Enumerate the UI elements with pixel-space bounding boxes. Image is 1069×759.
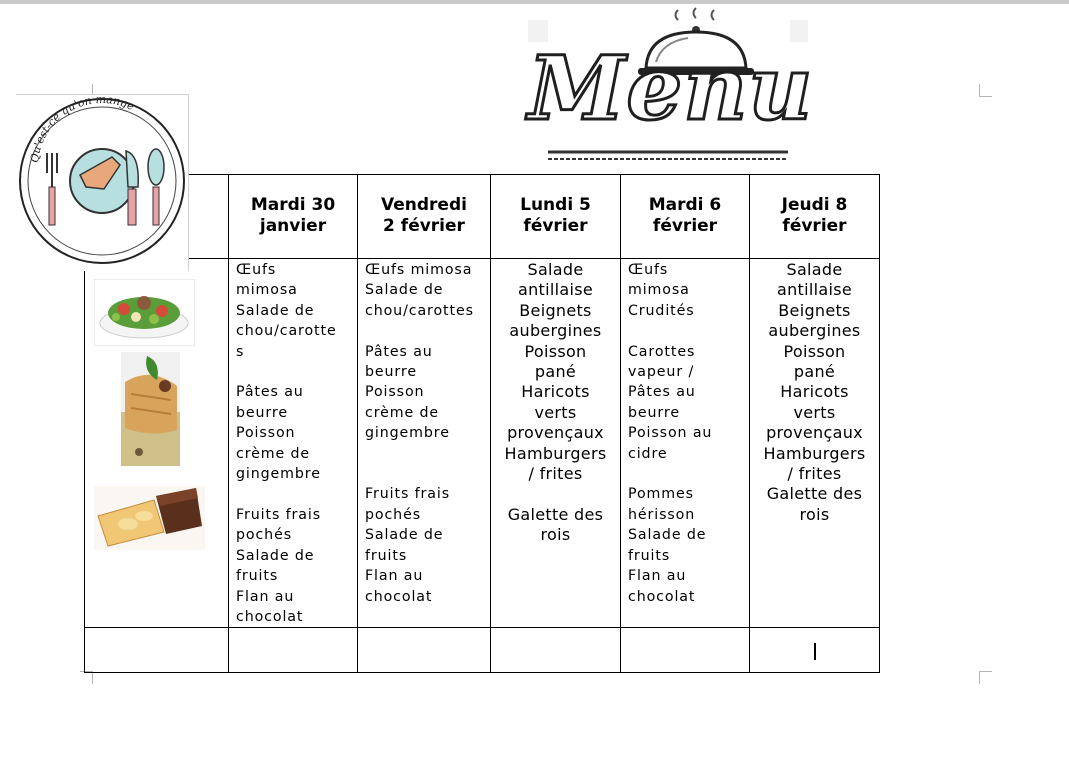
empty-cell[interactable] [621,628,750,673]
dish-line: Salade de [365,527,444,544]
dish-line: crème de [365,404,440,421]
dish-spacer [628,464,749,484]
menu-title: Menu [528,36,814,140]
dish-line: mimosa [628,282,690,299]
dish-line: cidre [628,445,668,462]
dish-line: vapeur / [628,364,695,381]
dish-line: Salade [527,260,584,279]
empty-cell[interactable] [229,628,358,673]
plate-icon [16,95,188,271]
dish-line: rois [799,504,830,524]
day-name: Vendredi [381,195,467,215]
dish-list [491,259,620,546]
dishes-row [85,259,880,628]
dish-line: verts [793,402,836,422]
dish-line: Carottes [628,343,696,360]
dish-line: chou/carottes [365,302,474,319]
dish-line: crème de [236,445,311,462]
dish-list [358,259,490,607]
dish-line: Œufs [236,262,277,278]
dish-line: / frites [528,464,583,484]
day-header-cell[interactable] [750,175,880,259]
dish-spacer [365,321,490,341]
dish-line: Haricots [780,382,849,402]
dish-spacer [236,484,357,504]
dish-line: Poisson [365,384,425,401]
dish-line: chocolat [365,588,433,605]
dish-line: gingembre [236,466,321,483]
dish-line: chou/carotte [236,323,337,340]
text-cursor [814,643,816,660]
dish-line: pané [534,362,577,382]
day-date: février [652,216,718,236]
day-name: Jeudi 8 [781,195,848,215]
dish-line: Crudités [628,302,695,319]
dish-line: Hamburgers [504,443,607,463]
dish-line: Salade de [236,547,315,564]
dish-line: / frites [787,464,842,484]
dish-line: Poisson [783,341,846,361]
dishes-cell[interactable] [750,259,880,628]
logo[interactable] [16,94,189,271]
dish-list [621,259,749,607]
dish-line: Beignets [778,300,851,320]
dish-line: s [236,343,245,360]
dish-line: verts [534,402,577,422]
dish-line: Haricots [521,382,590,402]
dish-list [229,259,357,627]
dish-line: Flan au [236,588,295,605]
dish-line: Galette des [766,484,863,504]
dish-line: Œufs mimosa [365,262,473,278]
dish-spacer [365,444,490,464]
dish-spacer [365,464,490,484]
dessert-image[interactable] [94,486,205,550]
day-header-cell[interactable] [229,175,358,259]
dish-spacer [236,362,357,382]
dish-line: Salade de [628,527,707,544]
dish-line: beurre [365,364,417,381]
dishes-cell[interactable] [621,259,750,628]
dish-line: Galette des [507,504,604,524]
dish-line: Pâtes au [628,384,696,401]
dish-line: aubergines [509,321,602,341]
dish-line: Salade de [236,302,315,319]
dish-spacer [628,321,749,341]
dish-line: Beignets [519,300,592,320]
fish-dish-image[interactable] [121,352,180,466]
dish-line: Pommes [628,486,694,503]
dish-line: pochés [365,506,421,523]
dish-line: fruits [628,547,671,564]
day-header-cell[interactable] [358,175,491,259]
day-header-cell[interactable] [491,175,621,259]
menu-header-image[interactable] [528,6,814,168]
day-name: Mardi 30 [250,195,336,215]
dish-line: rois [540,525,571,545]
day-name: Lundi 5 [520,195,591,215]
dish-line: Œufs [628,262,669,278]
dish-line: Salade [786,260,843,279]
day-date: février [523,216,588,236]
day-header-cell[interactable] [621,175,750,259]
dishes-cell[interactable] [491,259,621,628]
dish-line: antillaise [777,280,852,300]
dish-list [750,259,879,525]
empty-cell[interactable] [358,628,491,673]
dishes-cell[interactable] [229,259,358,628]
dish-line: fruits [365,547,408,564]
footer-row [85,628,880,673]
day-date: janvier [259,216,327,236]
salad-image[interactable] [94,279,195,346]
dish-line: beurre [236,404,288,421]
dish-line: fruits [236,568,279,585]
dish-line: provençaux [507,423,604,443]
dish-line: pochés [236,527,292,544]
dish-line: hérisson [628,506,696,523]
empty-cell[interactable] [491,628,621,673]
dish-line: chocolat [236,608,304,625]
dish-line: mimosa [236,282,298,299]
day-date: février [782,216,847,236]
dish-line: pané [793,362,836,382]
dish-line: Pâtes au [236,384,304,401]
dish-line: Poisson [236,425,296,442]
day-name: Mardi 6 [648,195,722,215]
logo-caption: Qu'est-ce qu'on mange [28,95,137,164]
dish-line: beurre [628,404,680,421]
dish-line: Fruits frais [236,506,322,523]
dish-line: Poisson au [628,425,713,442]
dish-line: provençaux [766,423,863,443]
dish-line: Salade de [365,282,444,299]
dish-line: antillaise [518,280,593,300]
dish-line: Hamburgers [763,443,866,463]
dish-line: gingembre [365,425,450,442]
crop-mark-bottom-right [979,671,992,684]
dish-line: Poisson [524,341,587,361]
dish-line: chocolat [628,588,696,605]
header-row [85,175,880,259]
dish-line: Flan au [628,568,687,585]
day-date: 2 février [383,216,465,236]
dishes-cell[interactable] [358,259,491,628]
dish-line: Pâtes au [365,343,433,360]
dish-spacer [491,484,620,504]
dish-line: aubergines [768,321,861,341]
dish-line: Flan au [365,568,424,585]
menu-table [84,174,880,673]
window-top-border [0,0,1069,4]
dish-line: Fruits frais [365,486,451,503]
crop-mark-top-right [979,84,992,97]
empty-cell[interactable] [85,628,229,673]
